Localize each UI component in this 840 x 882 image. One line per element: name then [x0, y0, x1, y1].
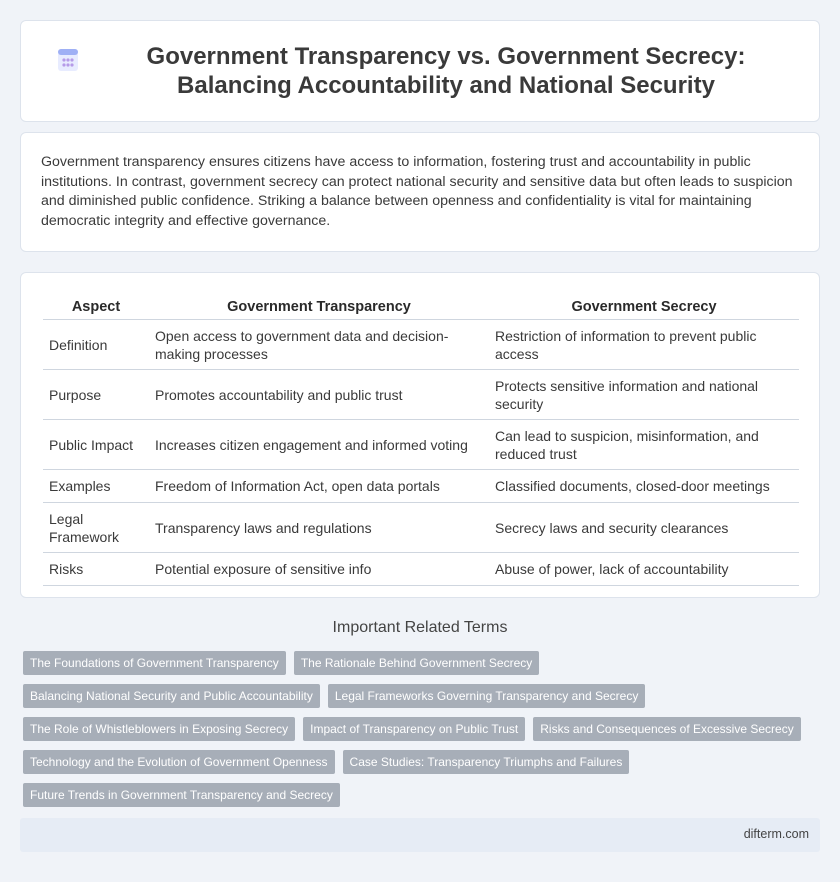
footer	[20, 818, 820, 852]
cell-secrecy: Restriction of information to prevent public access	[489, 320, 799, 370]
related-term-link[interactable]: Risks and Consequences of Excessive Secrecy	[533, 717, 800, 741]
cell-transparency: Freedom of Information Act, open data portals	[149, 470, 489, 503]
document-icon	[54, 46, 82, 74]
cell-aspect: Risks	[43, 553, 149, 586]
cell-secrecy: Protects sensitive information and national security	[489, 370, 799, 420]
cell-aspect: Legal Framework	[43, 503, 149, 553]
cell-transparency: Potential exposure of sensitive info	[149, 553, 489, 586]
related-term-link[interactable]: Legal Frameworks Governing Transparency and Secrecy	[328, 684, 645, 708]
table-row	[43, 420, 799, 470]
table-header-row	[43, 295, 799, 320]
related-term-link[interactable]: The Rationale Behind Government Secrecy	[294, 651, 539, 675]
table-row	[43, 503, 799, 553]
cell-aspect: Purpose	[43, 370, 149, 420]
table-row	[43, 370, 799, 420]
cell-transparency: Increases citizen engagement and informed voting	[149, 420, 489, 470]
table-row	[43, 470, 799, 503]
cell-aspect: Public Impact	[43, 420, 149, 470]
related-term-link[interactable]: The Foundations of Government Transparency	[23, 651, 286, 675]
intro-card	[20, 132, 820, 252]
header-transparency: Government Transparency	[149, 295, 489, 320]
cell-secrecy: Secrecy laws and security clearances	[489, 503, 799, 553]
cell-secrecy: Abuse of power, lack of accountability	[489, 553, 799, 586]
page-title: Government Transparency vs. Government Secrecy: Balancing Accountability and National Security	[146, 43, 746, 99]
cell-transparency: Transparency laws and regulations	[149, 503, 489, 553]
cell-transparency: Promotes accountability and public trust	[149, 370, 489, 420]
cell-transparency: Open access to government data and decision-making processes	[149, 320, 489, 370]
table-row	[43, 320, 799, 370]
related-terms-title: Important Related Terms	[332, 619, 508, 636]
related-term-link[interactable]: Balancing National Security and Public Accountability	[23, 684, 320, 708]
related-terms-list	[23, 651, 823, 807]
related-term-link[interactable]: Case Studies: Transparency Triumphs and Failures	[343, 750, 630, 774]
header-aspect: Aspect	[43, 295, 149, 320]
comparison-card	[20, 272, 820, 598]
cell-secrecy: Can lead to suspicion, misinformation, and reduced trust	[489, 420, 799, 470]
header-card	[20, 20, 820, 122]
related-term-link[interactable]: Technology and the Evolution of Government Openness	[23, 750, 335, 774]
table-row	[43, 553, 799, 586]
cell-aspect: Definition	[43, 320, 149, 370]
cell-secrecy: Classified documents, closed-door meetings	[489, 470, 799, 503]
header-secrecy: Government Secrecy	[489, 295, 799, 320]
related-term-link[interactable]: Future Trends in Government Transparency and Secrecy	[23, 783, 340, 807]
cell-aspect: Examples	[43, 470, 149, 503]
related-term-link[interactable]: The Role of Whistleblowers in Exposing Secrecy	[23, 717, 295, 741]
footer-site-link[interactable]: difterm.com	[743, 827, 809, 841]
related-term-link[interactable]: Impact of Transparency on Public Trust	[303, 717, 525, 741]
comparison-table	[43, 295, 799, 586]
intro-text: Government transparency ensures citizens have access to information, fostering trust and accountability in public institutions. In contrast, government secrecy can protect national security and sensitive data but often leads to suspicion and diminished public confidence. Striking a balance between openness and confidentiality is vital for maintaining democratic integrity and effective governance.	[41, 154, 793, 229]
